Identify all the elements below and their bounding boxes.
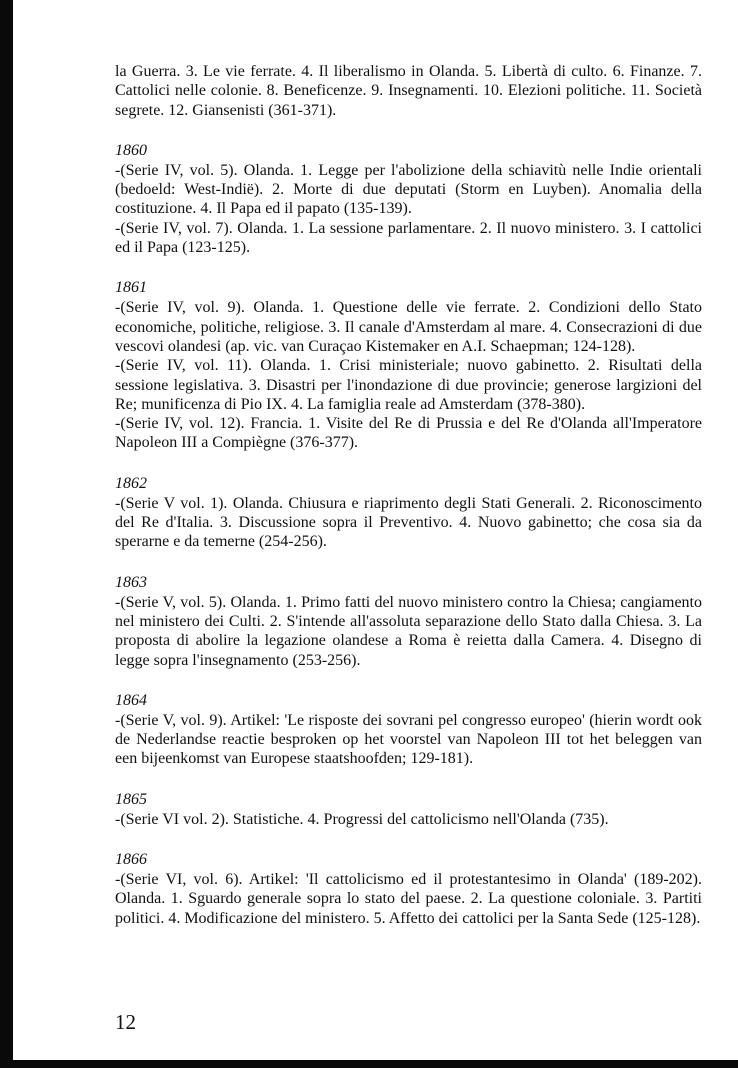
year-heading: 1865 (115, 790, 147, 808)
entry: -(Serie V, vol. 5). Olanda. 1. Primo fatti del nuovo ministero contro la Chiesa; cangiamento nel ministero dei Culti. 2. S'intende all'assoluta separazione dello Stato dalla Chiesa. 3. La proposta di abolire la legazione olandese a Roma è reietta dalla Camera. 4. Disegno di legge sopra l'insegnamento (253-256). (115, 593, 702, 669)
year-section-1862 (115, 474, 702, 552)
year-heading: 1860 (115, 141, 147, 159)
year-heading: 1863 (115, 573, 147, 591)
year-section-1860 (115, 141, 702, 257)
page-left-border (0, 0, 13, 1068)
year-section-1865 (115, 790, 702, 829)
year-section-1863 (115, 573, 702, 670)
page-body (115, 62, 702, 928)
year-heading: 1864 (115, 691, 147, 709)
year-heading: 1862 (115, 474, 147, 492)
year-section-1861 (115, 278, 702, 452)
entry: -(Serie V vol. 1). Olanda. Chiusura e riaprimento degli Stati Generali. 2. Riconoscimento del Re d'Italia. 3. Discussione sopra il Preventivo. 4. Nuovo gabinetto; che cosa sia da sperarne e da temerne (254-256). (115, 494, 702, 551)
year-section-1864 (115, 691, 702, 769)
intro-paragraph: la Guerra. 3. Le vie ferrate. 4. Il liberalismo in Olanda. 5. Libertà di culto. 6. Finanze. 7. Cattolici nelle colonie. 8. Beneficenze. 9. Insegnamenti. 10. Elezioni politiche. 11. Società segrete. 12. Giansenisti (361-371). (115, 63, 702, 119)
page-bottom-border (0, 1060, 738, 1068)
entry: -(Serie IV, vol. 9). Olanda. 1. Questione delle vie ferrate. 2. Condizioni dello Stato economiche, politiche, religiose. 3. Il canale d'Amsterdam al mare. 4. Consecrazioni di due vescovi olandesi (ap. vic. van Curaçao Kistemaker en A.I. Schaepman; 124-128). (115, 299, 702, 355)
year-section-1866 (115, 850, 702, 928)
entry: -(Serie VI vol. 2). Statistiche. 4. Progressi del cattolicismo nell'Olanda (735). (115, 810, 609, 828)
year-heading: 1861 (115, 279, 147, 297)
page-number: 12 (115, 1010, 136, 1034)
entry: -(Serie VI, vol. 6). Artikel: 'Il cattolicismo ed il protestantesimo in Olanda' (189-202). Olanda. 1. Sguardo generale sopra lo stato del paese. 2. La questione coloniale. 3. Partiti politici. 4. Modificazione del ministero. 5. Affetto dei cattolici per la Santa Sede (125-128). (115, 871, 702, 927)
entry: -(Serie IV, vol. 11). Olanda. 1. Crisi ministeriale; nuovo gabinetto. 2. Risultati della sessione legislativa. 3. Disastri per l'inondazione di due provincie; generose largizioni del Re; munificenza di Pio IX. 4. La famiglia reale ad Amsterdam (378-380). (115, 357, 702, 413)
entry: -(Serie IV, vol. 12). Francia. 1. Visite del Re di Prussia e del Re d'Olanda all'Imperatore Napoleon III a Compiègne (376-377). (115, 415, 702, 452)
entry: -(Serie IV, vol. 5). Olanda. 1. Legge per l'abolizione della schiavitù nelle Indie orientali (bedoeld: West-Indië). 2. Morte di due deputati (Storm en Luyben). Anomalia della costituzione. 4. Il Papa ed il papato (135-139). (115, 161, 702, 218)
entry: -(Serie IV, vol. 7). Olanda. 1. La sessione parlamentare. 2. Il nuovo ministero. 3. I cattolici ed il Papa (123-125). (115, 219, 702, 257)
entry: -(Serie V, vol. 9). Artikel: 'Le risposte dei sovrani pel congresso europeo' (hierin wordt ook de Nederlandse reactie besproken op het voorstel van Napoleon III tot het beleggen van een bijeenkomst van Europese staatshoofden; 129-181). (115, 711, 702, 768)
year-heading: 1866 (115, 851, 147, 869)
